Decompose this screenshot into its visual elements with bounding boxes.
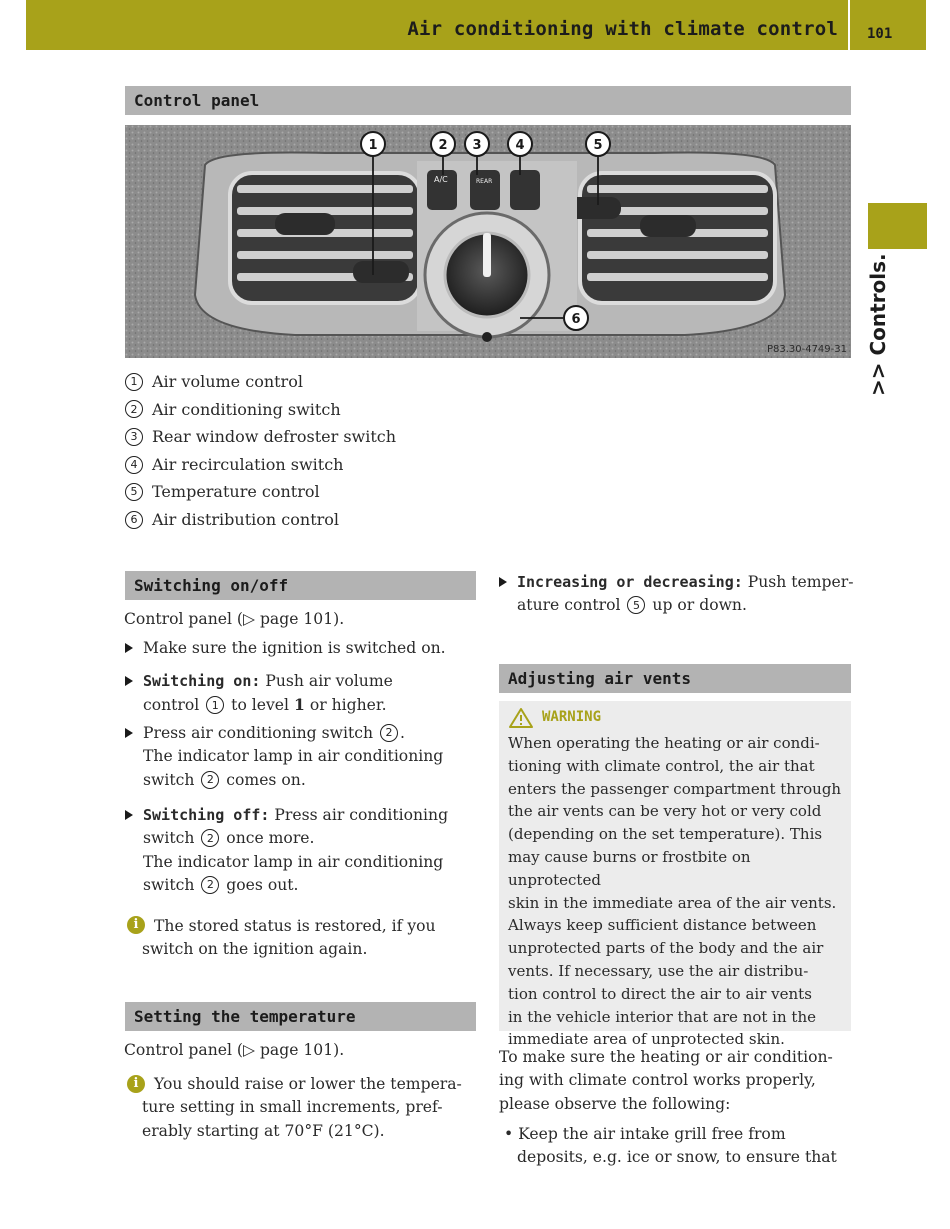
chapter-label: >> Controls. (866, 253, 890, 396)
header-divider (848, 0, 850, 50)
legend-item (125, 368, 396, 396)
step-text: to level (226, 696, 294, 715)
inline-callout: 2 (380, 724, 398, 742)
ac-button-label: A/C (434, 175, 448, 184)
warning-triangle-icon (508, 707, 534, 729)
legend-item (125, 423, 396, 451)
bullet-text: deposits, e.g. ice or snow, to ensure that (517, 1148, 837, 1167)
step-switching-off (143, 804, 448, 897)
legend-number: 4 (125, 456, 143, 474)
legend-label: Air recirculation switch (152, 454, 344, 474)
step-text: ature control (517, 596, 626, 615)
result-text: switch (143, 875, 200, 894)
info-icon: i (127, 1075, 145, 1093)
step-text: Press air conditioning switch (143, 724, 378, 742)
result-text: goes out. (221, 875, 299, 894)
step-text: control (143, 696, 205, 715)
warning-line: (depending on the set temperature). This (508, 825, 823, 844)
warning-line: unprotected parts of the body and the air (508, 939, 824, 958)
step-switching-on (143, 670, 393, 718)
section-heading-switching: Switching on/off (125, 571, 476, 600)
bullet-arrow-icon (125, 728, 133, 738)
bullet-dot: • (504, 1125, 514, 1143)
paragraph-line: please observe the following: (499, 1094, 731, 1113)
bullet-arrow-icon (125, 676, 133, 686)
bullet-arrow-icon (125, 810, 133, 820)
step-text: up or down. (647, 596, 747, 615)
bullet-arrow-icon (125, 643, 133, 653)
info-note-stored-status (142, 915, 436, 962)
note-text: switch on the ignition again. (142, 940, 368, 959)
step-press-ac (143, 722, 443, 792)
step-heading: Switching on: (143, 672, 261, 690)
callout-1-label: 1 (368, 138, 378, 153)
page-number: 101 (867, 26, 893, 42)
callout-5-label: 5 (593, 138, 603, 153)
warning-line: When operating the heating or air condi- (508, 734, 820, 752)
legend-item (125, 451, 396, 479)
step-text: . (399, 724, 405, 742)
step-heading: Increasing or decreasing: (517, 573, 743, 591)
step-text: once more. (221, 829, 315, 848)
section-heading-control-panel: Control panel (125, 86, 851, 115)
info-icon: i (127, 916, 145, 934)
result-text: The indicator lamp in air conditioning (143, 852, 444, 871)
callout-6-label: 6 (571, 312, 581, 327)
legend-label: Air volume control (152, 372, 303, 391)
warning-line: the air vents can be very hot or very cold (508, 802, 822, 821)
step-ignition (143, 637, 446, 660)
legend-number: 1 (125, 373, 143, 391)
switching-intro: Control panel (▷ page 101). (124, 610, 345, 628)
result-text: The indicator lamp in air conditioning (143, 747, 444, 766)
step-text: switch (143, 829, 200, 848)
inline-callout: 1 (206, 696, 224, 714)
note-text: ture setting in small increments, pref- (142, 1098, 443, 1117)
step-text: Push air volume (260, 672, 393, 690)
legend-item (125, 396, 396, 424)
warning-title: WARNING (542, 709, 602, 725)
temperature-intro: Control panel (▷ page 101). (124, 1041, 345, 1059)
result-text: comes on. (221, 770, 306, 789)
warning-line: tion control to direct the air to air vents (508, 984, 812, 1003)
level-value: 1 (294, 695, 305, 715)
photo-reference-code: P83.30-4749-31 (766, 344, 847, 355)
paragraph-line: ing with climate control works properly, (499, 1071, 816, 1090)
step-text: Press air conditioning (269, 806, 449, 824)
warning-line: may cause burns or frostbite on unprotected (508, 847, 751, 889)
chapter-tab-marker (868, 203, 927, 249)
section-heading-temperature: Setting the temperature (125, 1002, 476, 1031)
legend-item (125, 478, 396, 506)
legend-number: 6 (125, 511, 143, 529)
control-panel-photo (125, 125, 851, 358)
legend-label: Air conditioning switch (152, 399, 341, 419)
bullet-arrow-icon (499, 577, 507, 587)
page-header-bar (26, 0, 926, 50)
info-note-increments (142, 1073, 462, 1143)
inline-callout: 2 (201, 829, 219, 847)
vents-intro-paragraph (499, 1046, 833, 1116)
inline-callout: 5 (627, 596, 645, 614)
legend-label: Air distribution control (152, 509, 340, 529)
step-text: Push temper- (742, 573, 854, 591)
callout-4-label: 4 (515, 138, 525, 153)
warning-box (499, 701, 851, 1049)
page-title: Air conditioning with climate control (407, 18, 838, 40)
legend-number: 3 (125, 428, 143, 446)
legend-label: Rear window defroster switch (152, 427, 397, 447)
legend-number: 2 (125, 400, 143, 418)
warning-line: skin in the immediate area of the air vents. (508, 893, 837, 912)
warning-line: immediate area of unprotected skin. (508, 1030, 785, 1049)
warning-line: in the vehicle interior that are not in the (508, 1007, 816, 1026)
rear-button-label: REAR (476, 178, 493, 185)
step-text: or higher. (304, 696, 387, 715)
warning-text (508, 732, 848, 1051)
note-text: You should raise or lower the tempera- (154, 1075, 462, 1093)
warning-line: enters the passenger compartment through (508, 779, 842, 798)
step-text: Make sure the ignition is switched on. (143, 639, 446, 657)
bullet-item-intake-grill (504, 1123, 837, 1170)
callout-2-label: 2 (438, 138, 448, 153)
bullet-text: Keep the air intake grill free from (518, 1125, 786, 1143)
legend-item (125, 506, 396, 534)
section-heading-air-vents: Adjusting air vents (499, 664, 851, 693)
warning-line: Always keep sufficient distance between (508, 916, 817, 935)
note-text: erably starting at 70°F (21°C). (142, 1121, 385, 1140)
step-heading: Switching off: (143, 806, 270, 824)
callout-legend (125, 368, 396, 534)
legend-number: 5 (125, 483, 143, 501)
paragraph-line: To make sure the heating or air condition- (499, 1048, 833, 1066)
callout-3-label: 3 (472, 138, 482, 153)
inline-callout: 2 (201, 876, 219, 894)
step-increase-decrease (517, 571, 854, 618)
legend-label: Temperature control (152, 482, 320, 502)
result-text: switch (143, 770, 200, 789)
warning-line: vents. If necessary, use the air distribu- (508, 961, 809, 980)
note-text: The stored status is restored, if you (154, 917, 436, 935)
warning-line: tioning with climate control, the air that (508, 756, 815, 775)
inline-callout: 2 (201, 771, 219, 789)
